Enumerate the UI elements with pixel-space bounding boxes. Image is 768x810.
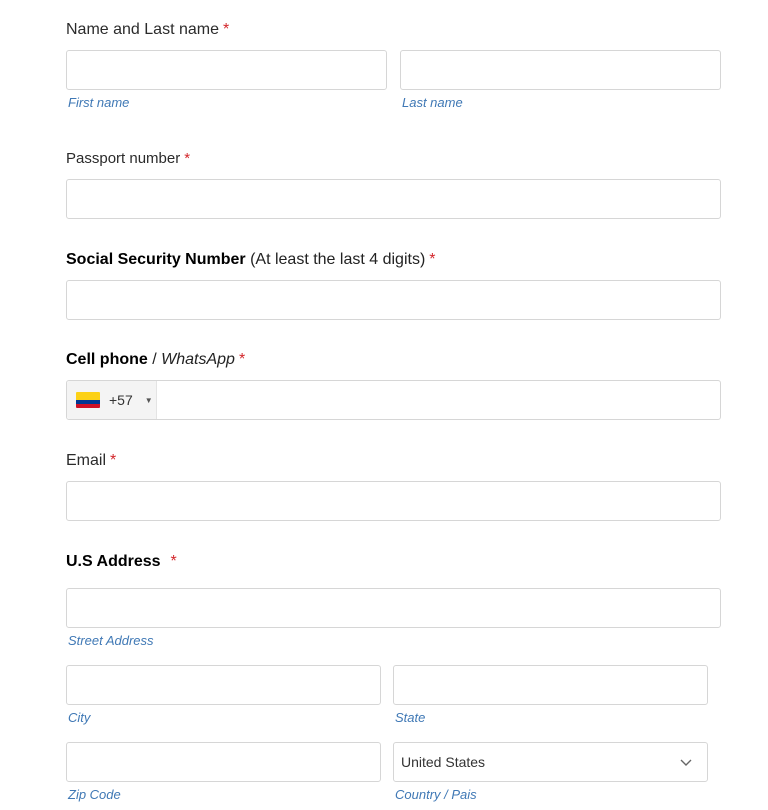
first-name-input[interactable] bbox=[66, 50, 387, 90]
email-label: Email * bbox=[66, 452, 117, 469]
street-address-caption: Street Address bbox=[68, 633, 154, 648]
chevron-down-icon bbox=[679, 755, 693, 769]
address-label: U.S Address * bbox=[66, 553, 177, 570]
email-input[interactable] bbox=[66, 481, 721, 521]
last-name-input[interactable] bbox=[400, 50, 721, 90]
required-asterisk: * bbox=[429, 251, 436, 268]
state-input[interactable] bbox=[393, 665, 708, 705]
required-asterisk: * bbox=[222, 21, 230, 38]
required-asterisk: * bbox=[184, 150, 191, 167]
city-input[interactable] bbox=[66, 665, 381, 705]
dial-code: +57 bbox=[109, 392, 133, 408]
phone-number-input[interactable] bbox=[157, 381, 720, 419]
cell-phone-label: Cell phone / WhatsApp * bbox=[66, 351, 246, 368]
required-asterisk: * bbox=[110, 452, 117, 469]
street-address-input[interactable] bbox=[66, 588, 721, 628]
zip-code-caption: Zip Code bbox=[68, 787, 121, 802]
passport-label: Passport number * bbox=[66, 150, 191, 167]
required-asterisk: * bbox=[170, 553, 177, 570]
name-label: Name and Last name * bbox=[66, 21, 230, 38]
zip-code-input[interactable] bbox=[66, 742, 381, 782]
ssn-input[interactable] bbox=[66, 280, 721, 320]
required-asterisk: * bbox=[238, 351, 246, 368]
caret-down-icon: ▼ bbox=[144, 395, 153, 405]
country-select-value: United States bbox=[401, 754, 486, 770]
colombia-flag-icon bbox=[76, 392, 100, 408]
passport-input[interactable] bbox=[66, 179, 721, 219]
state-caption: State bbox=[395, 710, 426, 725]
country-code-selector[interactable] bbox=[67, 381, 157, 419]
city-caption: City bbox=[68, 710, 91, 725]
country-caption: Country / Pais bbox=[395, 787, 477, 802]
first-name-caption: First name bbox=[68, 95, 130, 110]
country-select[interactable] bbox=[393, 742, 708, 782]
last-name-caption: Last name bbox=[402, 95, 463, 110]
phone-field bbox=[66, 380, 721, 420]
ssn-label: Social Security Number (At least the last 4 digits) * bbox=[66, 251, 436, 268]
